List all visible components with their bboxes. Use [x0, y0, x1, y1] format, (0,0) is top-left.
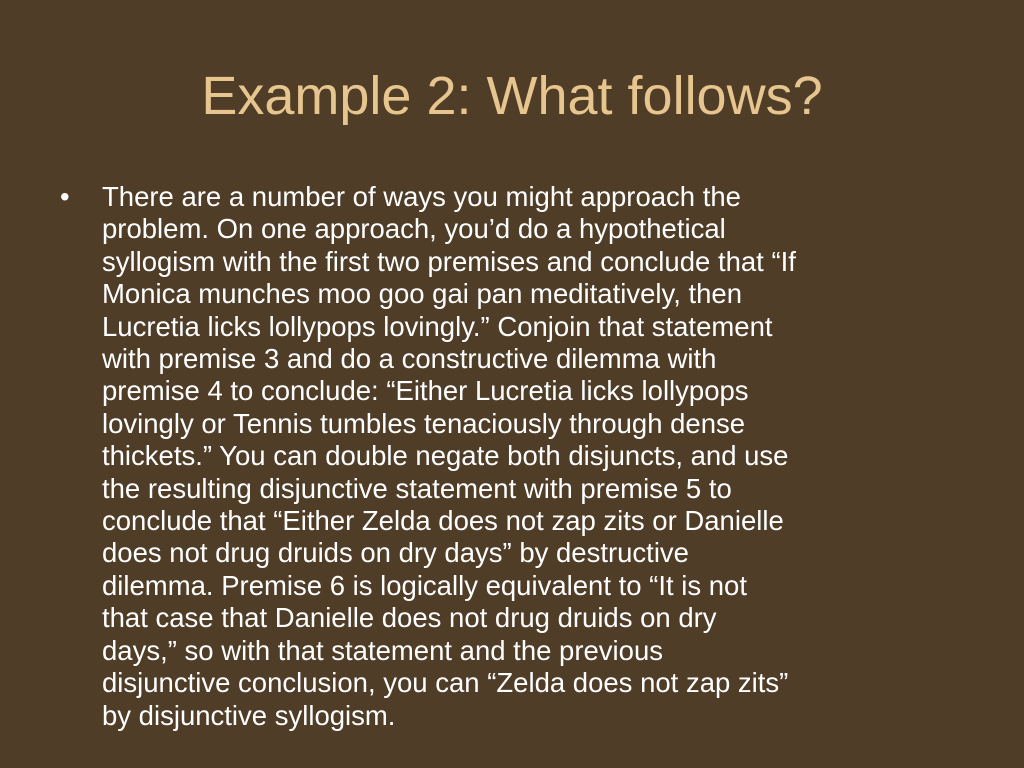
body-line: by disjunctive syllogism.: [102, 699, 396, 731]
body-line: lovingly or Tennis tumbles tenaciously through dense: [102, 407, 746, 439]
body-line: problem. On one approach, you’d do a hypothetical: [102, 213, 726, 245]
body-line: the resulting disjunctive statement with premise 5 to: [102, 472, 732, 504]
slide-title: Example 2: What follows?: [201, 66, 823, 126]
bullet-item: [60, 181, 975, 732]
body-line: conclude that “Either Zelda does not zap zits or Danielle: [102, 505, 784, 537]
body-line: does not drug druids on dry days” by destructive: [102, 537, 689, 569]
body-line: disjunctive conclusion, you can “Zelda does not zap zits”: [102, 667, 789, 699]
body-line: Monica munches moo goo gai pan meditatively, then: [102, 278, 742, 310]
body-line: There are a number of ways you might approach the: [102, 181, 741, 212]
body-line: that case that Danielle does not drug druids on dry: [102, 602, 717, 634]
body-line: syllogism with the first two premises and conclude that “If: [102, 245, 796, 277]
bullet-dot-icon: •: [60, 181, 70, 212]
body-line: thickets.” You can double negate both disjuncts, and use: [102, 440, 789, 472]
body-line: days,” so with that statement and the previous: [102, 634, 663, 666]
body-line: Lucretia licks lollypops lovingly.” Conjoin that statement: [102, 310, 773, 342]
bullet-list: [60, 181, 975, 732]
body-line: dilemma. Premise 6 is logically equivalent to “It is not: [102, 569, 747, 601]
body-line: with premise 3 and do a constructive dilemma with: [102, 343, 717, 375]
body-line: premise 4 to conclude: “Either Lucretia licks lollypops: [102, 375, 749, 407]
